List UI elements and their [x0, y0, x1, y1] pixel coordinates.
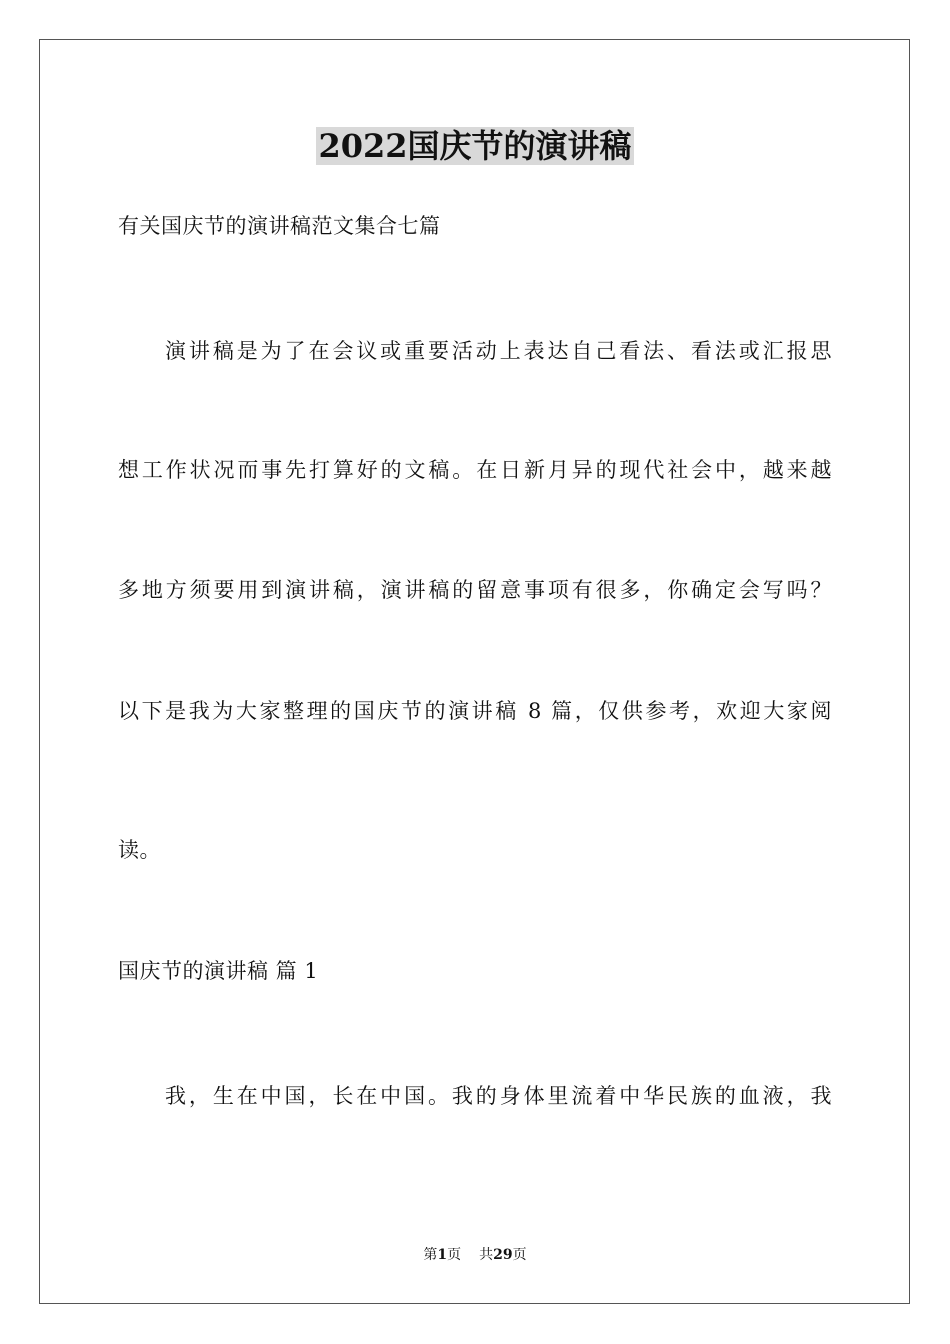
- page-footer: [0, 1245, 950, 1265]
- document-subtitle: 有关国庆节的演讲稿范文集合七篇: [118, 214, 441, 238]
- document-title: [0, 124, 950, 168]
- intro-line-4: 以下是我为大家整理的国庆节的演讲稿 8 篇，仅供参考，欢迎大家阅: [118, 699, 832, 723]
- section-line-1: 我，生在中国，长在中国。我的身体里流着中华民族的血液，我: [165, 1084, 832, 1108]
- intro-line-3: 多地方须要用到演讲稿，演讲稿的留意事项有很多，你确定会写吗？: [118, 578, 832, 602]
- intro-line-1: 演讲稿是为了在会议或重要活动上表达自己看法、看法或汇报思: [165, 339, 832, 363]
- footer-total-prefix: 共: [479, 1247, 494, 1263]
- section-heading: 国庆节的演讲稿 篇 1: [118, 959, 319, 983]
- footer-page-total: 29: [493, 1247, 513, 1263]
- document-title-text: 2022国庆节的演讲稿: [318, 127, 632, 165]
- footer-page-unit: 页: [447, 1247, 462, 1263]
- footer-total-unit: 页: [512, 1247, 527, 1263]
- footer-page-prefix: 第: [423, 1247, 438, 1263]
- footer-page-current: 1: [437, 1247, 448, 1263]
- intro-line-2: 想工作状况而事先打算好的文稿。在日新月异的现代社会中，越来越: [118, 458, 832, 482]
- intro-line-5: 读。: [118, 838, 161, 862]
